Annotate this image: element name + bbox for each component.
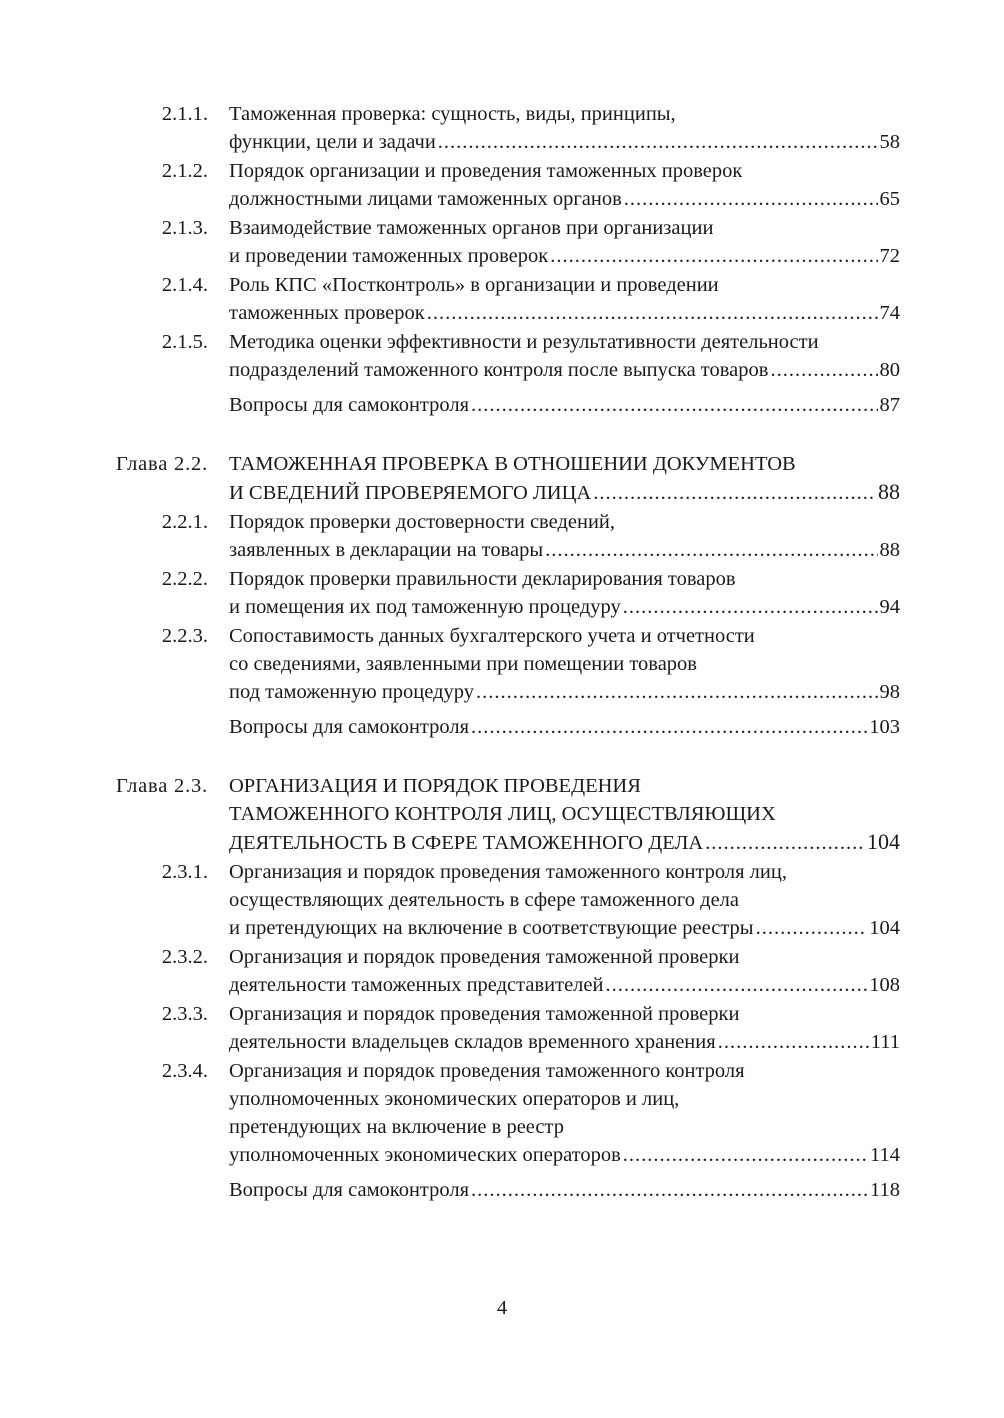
entry-title-last-line: под таможенную процедуру bbox=[229, 681, 475, 703]
entry-title-last-line: и претендующих на включение в соответствующие реестры bbox=[229, 917, 754, 939]
entry-title-line: претендующих на включение в реестр bbox=[229, 1116, 564, 1138]
entry-number: 2.1.1. bbox=[161, 103, 208, 125]
chapter-page-number: 88 bbox=[878, 479, 900, 504]
dot-leader bbox=[471, 1176, 868, 1204]
entry-title-line: Организация и порядок проведения таможенной проверки bbox=[229, 946, 740, 968]
entry-title-line: Порядок проверки правильности декларирования товаров bbox=[229, 568, 736, 590]
entry-number: 2.3.4. bbox=[161, 1060, 208, 1082]
entry-title-line: Взаимодействие таможенных органов при организации bbox=[229, 217, 714, 239]
toc-entry-2-2-3[interactable] bbox=[0, 622, 1004, 706]
dot-leader bbox=[624, 185, 878, 213]
entry-page-number: 118 bbox=[870, 1179, 900, 1201]
toc-chapter-2-2[interactable] bbox=[0, 450, 1004, 507]
toc-entry-2-2-1[interactable] bbox=[0, 508, 1004, 564]
toc-entry-2-1-1[interactable] bbox=[0, 100, 1004, 156]
chapter-2-3-section bbox=[0, 772, 1004, 1204]
entry-number: 2.1.3. bbox=[161, 217, 208, 239]
entry-title-last-line: деятельности владельцев складов временного хранения bbox=[229, 1031, 716, 1053]
dot-leader bbox=[438, 128, 878, 156]
review-label: Вопросы для самоконтроля bbox=[229, 394, 470, 416]
entry-title-line: со сведениями, заявленными при помещении товаров bbox=[229, 653, 697, 675]
section-spacer bbox=[0, 420, 1004, 450]
chapter-title-line: ТАМОЖЕННОГО КОНТРОЛЯ ЛИЦ, ОСУЩЕСТВЛЯЮЩИХ bbox=[229, 803, 776, 825]
toc-entry-2-2-2[interactable] bbox=[0, 565, 1004, 621]
dot-leader bbox=[471, 713, 867, 741]
entry-title-line: уполномоченных экономических операторов и лиц, bbox=[229, 1088, 680, 1110]
chapter-title-line: ОРГАНИЗАЦИЯ И ПОРЯДОК ПРОВЕДЕНИЯ bbox=[229, 775, 641, 797]
entry-page-number: 72 bbox=[879, 245, 900, 267]
entry-title-line: Организация и порядок проведения таможенной проверки bbox=[229, 1003, 740, 1025]
entry-number: 2.2.2. bbox=[161, 568, 208, 590]
dot-leader bbox=[427, 299, 878, 327]
entry-number: 2.3.2. bbox=[161, 946, 208, 968]
entry-title-line: Порядок проверки достоверности сведений, bbox=[229, 511, 616, 533]
chapter-2-2-section bbox=[0, 450, 1004, 741]
toc-entry-2-3-3[interactable] bbox=[0, 1000, 1004, 1056]
entry-title-last-line: заявленных в декларации на товары bbox=[229, 539, 544, 561]
entry-number: 2.2.1. bbox=[161, 511, 208, 533]
entry-number: 2.1.2. bbox=[161, 160, 208, 182]
entry-title-line: Роль КПС «Постконтроль» в организации и проведении bbox=[229, 274, 719, 296]
entry-title-last-line: уполномоченных экономических операторов bbox=[229, 1144, 621, 1166]
entry-title-last-line: таможенных проверок bbox=[229, 302, 425, 324]
dot-leader bbox=[718, 1028, 869, 1056]
entry-title-line: Порядок организации и проведения таможенных проверок bbox=[229, 160, 743, 182]
dot-leader bbox=[623, 593, 878, 621]
entry-page-number: 74 bbox=[879, 302, 900, 324]
table-of-contents bbox=[0, 100, 1004, 1205]
entry-title-last-line: и проведении таможенных проверок bbox=[229, 245, 549, 267]
entry-title-line: осуществляющих деятельность в сфере таможенного дела bbox=[229, 889, 740, 911]
entry-number: 2.1.4. bbox=[161, 274, 208, 296]
dot-leader bbox=[545, 536, 877, 564]
entry-page-number: 104 bbox=[869, 917, 900, 939]
toc-entry-review-c[interactable] bbox=[0, 1176, 1004, 1204]
page-number: 4 bbox=[496, 1297, 508, 1319]
dot-leader bbox=[471, 391, 877, 419]
entry-number: 2.2.3. bbox=[161, 625, 208, 647]
entry-page-number: 58 bbox=[879, 131, 900, 153]
toc-entry-2-1-3[interactable] bbox=[0, 214, 1004, 270]
entry-page-number: 114 bbox=[870, 1144, 900, 1166]
entry-page-number: 94 bbox=[879, 596, 900, 618]
toc-entry-2-1-2[interactable] bbox=[0, 157, 1004, 213]
entry-title-line: Таможенная проверка: сущность, виды, принципы, bbox=[229, 103, 676, 125]
toc-entry-2-1-5[interactable] bbox=[0, 328, 1004, 384]
toc-chapter-2-3[interactable] bbox=[0, 772, 1004, 857]
entry-page-number: 103 bbox=[869, 716, 900, 738]
chapter-number: Глава 2.2. bbox=[115, 453, 208, 475]
chapter-title-last-line: ДЕЯТЕЛЬНОСТЬ В СФЕРЕ ТАМОЖЕННОГО ДЕЛА bbox=[229, 832, 704, 854]
entry-title-line: Организация и порядок проведения таможенного контроля лиц, bbox=[229, 861, 787, 883]
entry-number: 2.1.5. bbox=[161, 331, 208, 353]
entry-number: 2.3.1. bbox=[161, 861, 208, 883]
toc-entry-2-3-4[interactable] bbox=[0, 1057, 1004, 1169]
dot-leader bbox=[705, 829, 865, 857]
entry-title-last-line: и помещения их под таможенную процедуру bbox=[229, 596, 621, 618]
entry-page-number: 65 bbox=[879, 188, 900, 210]
entry-title-line: Организация и порядок проведения таможенного контроля bbox=[229, 1060, 745, 1082]
entry-page-number: 108 bbox=[869, 974, 900, 996]
entry-number: 2.3.3. bbox=[161, 1003, 208, 1025]
entry-title-line: Методика оценки эффективности и результативности деятельности bbox=[229, 331, 819, 353]
dot-leader bbox=[550, 242, 877, 270]
entry-title-last-line: подразделений таможенного контроля после выпуска товаров bbox=[229, 359, 769, 381]
chapter-page-number: 104 bbox=[867, 829, 900, 854]
section-2-1-entries bbox=[0, 100, 1004, 419]
review-label: Вопросы для самоконтроля bbox=[229, 716, 470, 738]
entry-title-last-line: функции, цели и задачи bbox=[229, 131, 436, 153]
entry-page-number: 88 bbox=[879, 539, 900, 561]
entry-title-last-line: должностными лицами таможенных органов bbox=[229, 188, 622, 210]
dot-leader bbox=[593, 479, 876, 507]
toc-entry-2-1-4[interactable] bbox=[0, 271, 1004, 327]
toc-entry-2-3-1[interactable] bbox=[0, 858, 1004, 942]
toc-entry-review-b[interactable] bbox=[0, 713, 1004, 741]
chapter-title-line: ТАМОЖЕННАЯ ПРОВЕРКА В ОТНОШЕНИИ ДОКУМЕНТОВ bbox=[229, 453, 796, 475]
chapter-title-last-line: И СВЕДЕНИЙ ПРОВЕРЯЕМОГО ЛИЦА bbox=[229, 482, 592, 504]
section-spacer bbox=[0, 742, 1004, 772]
dot-leader bbox=[476, 678, 877, 706]
entry-page-number: 111 bbox=[870, 1031, 900, 1053]
entry-page-number: 80 bbox=[879, 359, 900, 381]
entry-title-line: Сопоставимость данных бухгалтерского учета и отчетности bbox=[229, 625, 755, 647]
toc-entry-review-a[interactable] bbox=[0, 391, 1004, 419]
dot-leader bbox=[756, 914, 868, 942]
dot-leader bbox=[770, 356, 877, 384]
chapter-number: Глава 2.3. bbox=[115, 775, 208, 797]
entry-title-last-line: деятельности таможенных представителей bbox=[229, 974, 604, 996]
review-label: Вопросы для самоконтроля bbox=[229, 1179, 470, 1201]
entry-page-number: 98 bbox=[879, 681, 900, 703]
toc-entry-2-3-2[interactable] bbox=[0, 943, 1004, 999]
entry-page-number: 87 bbox=[879, 394, 900, 416]
dot-leader bbox=[605, 971, 867, 999]
dot-leader bbox=[623, 1141, 868, 1169]
